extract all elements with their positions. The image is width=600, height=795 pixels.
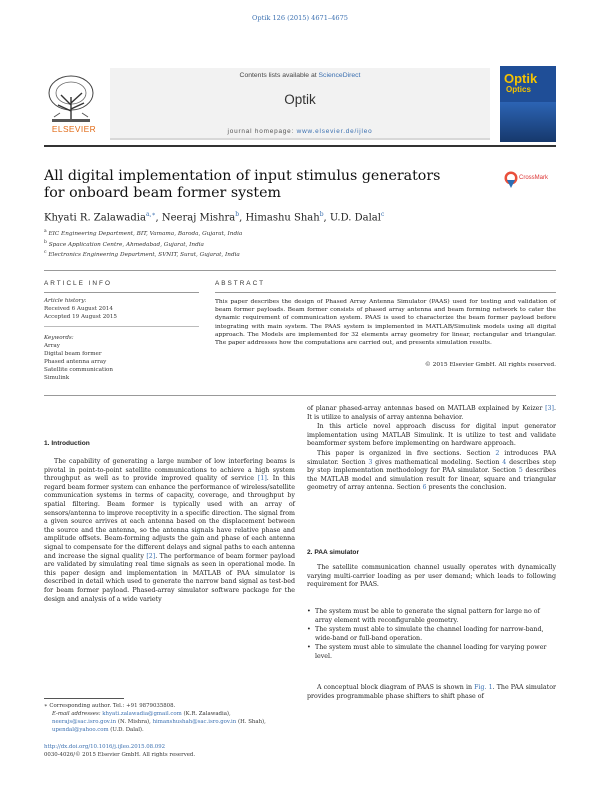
section-link[interactable]: 4 — [502, 458, 507, 466]
right-column-sec2-body — [307, 684, 556, 702]
journal-banner — [110, 68, 490, 140]
contents-availability: Contents lists available at ScienceDirect — [239, 72, 361, 79]
email-link[interactable]: khyati.zalawadia@gmail.com — [102, 711, 182, 717]
crossmark-label: CrossMark — [519, 175, 549, 181]
journal-header — [44, 66, 556, 142]
email-link[interactable]: himanshushah@sac.isro.gov.in — [152, 718, 237, 725]
section-heading-introduction: 1. Introduction — [44, 440, 90, 447]
citation-link[interactable]: [1] — [257, 475, 267, 483]
paragraph: This paper is organized in five sections. Section 2 introduces PAA simulator. Section 3 gives mathematical modeling. Section 4 describes step by step implementation methodology for PAA simulator. Section 5 describes the MATLAB model and simulation result for linear, square and triangular geometry of array antenna. Section 6 presents the conclusion. — [307, 449, 556, 492]
section-link[interactable]: 3 — [368, 458, 373, 466]
right-column-sec2-intro — [307, 564, 556, 591]
article-info-rule — [44, 292, 199, 293]
list-item: • The system must able to simulate the channel loading for narrow-band, wide-band or full-band operation. — [307, 626, 556, 643]
front-matter-divider — [44, 270, 556, 271]
list-item: • The system must be able to generate the signal pattern for large no of array element with reconfigurable geometry. — [307, 608, 556, 625]
citation-link[interactable]: [3] — [545, 405, 554, 412]
abstract-rule — [215, 292, 556, 293]
section-link[interactable]: 6 — [422, 484, 427, 492]
keywords-block — [44, 334, 199, 382]
crossmark-badge[interactable] — [504, 171, 564, 195]
doi-link[interactable]: http://dx.doi.org/10.1016/j.ijleo.2015.08.092 — [44, 744, 166, 750]
publisher-wordmark: ELSEVIER — [51, 124, 97, 134]
affiliation: $^b$ Space Application Centre, Ahmedabad, Gujarat, India — [44, 239, 204, 248]
crossmark-icon — [504, 171, 518, 189]
affiliation-list — [44, 228, 524, 260]
author-sup[interactable]: a,∗ — [145, 211, 156, 218]
section-link[interactable]: 2 — [495, 449, 500, 457]
keyword: Phased antenna array — [44, 359, 107, 365]
article-history — [44, 297, 199, 321]
author-sup[interactable]: b — [319, 211, 324, 218]
cover-title: Optik — [504, 71, 538, 86]
email-addresses: E-mail addresses: khyati.zalawadia@gmail.com (K.R. Zalawadia), neerajs@sac.isro.gov.in (N. Mishra), himanshushah@sac.isro.gov.in (H. Shah), upendal@yahoo.com (U.D. Dalal). — [52, 711, 266, 733]
author-name: Himashu Shah — [245, 212, 320, 224]
corresponding-author-note: ∗ Corresponding author. Tel.: +91 9879035808. — [44, 703, 176, 709]
received-date: Received 6 August 2014 — [44, 306, 113, 312]
author-name: U.D. Dalal — [329, 212, 381, 224]
journal-reference[interactable]: Optik 126 (2015) 4671–4675 — [251, 14, 349, 22]
sciencedirect-link[interactable]: ScienceDirect — [318, 72, 361, 79]
figure-link[interactable]: Fig. 1 — [474, 684, 493, 691]
right-column-top — [307, 405, 556, 494]
keyword: Simulink — [44, 375, 70, 381]
author-sup[interactable]: b — [235, 211, 240, 218]
list-item: • The system must able to simulate the channel loading for varying power level. — [307, 644, 556, 661]
citation-link[interactable]: [2] — [146, 552, 156, 560]
affiliation: $^a$ EIC Engineering Department, BIT, Vamama, Baroda, Gujarat, India — [44, 229, 243, 237]
article-info-heading: ARTICLE INFO — [44, 280, 112, 287]
paragraph: A conceptual block diagram of PAAS is shown in Fig. 1. The PAA simulator provides programmable phase shifters to shift phase of — [307, 684, 556, 700]
paragraph: of planar phased-array antennas based on MATLAB explained by Keizer [3]. It is utilize to analysis of array antenna behavior. — [307, 405, 556, 421]
footnote-rule — [44, 698, 124, 699]
author-name: Khyati R. Zalawadia — [44, 212, 146, 224]
keyword: Digital beam former — [44, 351, 102, 357]
left-column-body — [44, 458, 295, 605]
author-name: Neeraj Mishra — [161, 212, 236, 224]
keyword: Array — [44, 343, 60, 349]
abstract-heading: ABSTRACT — [215, 280, 266, 287]
author-sup[interactable]: c — [380, 211, 385, 218]
header-divider — [44, 145, 556, 147]
accepted-date: Accepted 19 August 2015 — [44, 314, 117, 320]
abstract-text: This paper describes the design of Phased Array Antenna Simulator (PAAS) used for testing and validation of beam former payloads. Beam former consists of phased array antenna and beam forming network to cater the dynamic requirement of communication system. PAAS is used to characterize the beam former payload before integrating with main system. The PAAS system is implemented in MATLAB/Simulink models using all digital approach. The Models are implemented for 32 elements array geometry for linear, rectangular and triangular. The paper addresses how the computations are carried out, and presents simulation results. — [215, 299, 556, 347]
paper-title: All digital implementation of input stimulus generators for onboard beam former system — [44, 168, 441, 201]
author-list: Khyati R. Zalawadia$^{a,∗}$, Neeraj Mishra$^b$, Himashu Shah$^b$, U.D. Dalal$^c$ — [44, 211, 385, 224]
keywords-label: Keywords: — [44, 335, 74, 341]
affiliation: $^c$ Electronics Engineering Department, SVNIT, Surat, Gujarat, India — [44, 250, 240, 259]
homepage-link[interactable]: www.elsevier.de/ijleo — [296, 128, 373, 135]
cover-subtitle: Optics — [506, 85, 531, 94]
section-heading-paa-simulator: 2. PAA simulator — [307, 549, 360, 556]
paragraph: The satellite communication channel usually operates with dynamically varying multi-carrier loading as per user demand; which leads to following requirement for PAAS. — [307, 564, 556, 589]
cover-artwork — [500, 102, 556, 142]
journal-name: Optik — [284, 92, 316, 107]
email-link[interactable]: upendal@yahoo.com — [52, 726, 109, 733]
paragraph: In this article novel approach discuss for digital input generator implementation using MATLAB Simulink. It is utilize to test and validate beamformer system before implementing on hardware approach. — [307, 423, 556, 448]
journal-homepage: journal homepage: www.elsevier.de/ijleo — [227, 128, 373, 135]
history-label: Article history: — [44, 298, 87, 304]
section-link[interactable]: 5 — [518, 467, 523, 475]
requirements-list — [307, 608, 556, 663]
journal-cover-thumbnail — [500, 66, 556, 142]
paragraph: The capability of generating a large number of low interfering beams is pivotal in point-to-point satellite communications to achieve a high system throughput as well as to provide improved quality of service [1]. In this regard beam former system can enhance the performance of wireless/satellite communication systems in terms of capacity, coverage, and throughput by spatial filtering. Beam former is typically used with an array of sensors/antenna to improve receptivity in a specific direction. The signal from a given source arrives at each antenna based on the displacement between the source and the antenna, so the antenna signals have relative phase and amplitude offsets. Beam-forming adjusts the gain and phase of each antenna signal to compensate for the different delays and signal paths to each antenna and increase the signal quality [2]. The performance of beam former payload are validated by simulating real time signals as seen in operational mode. In this paper design and implementation in MATLAB of PAA simulator is described in detail which used to generate the narrow band signal as test-bed for beam former payload. Phased-array simulator software package for the design and analysis of a wide variety — [44, 458, 295, 603]
abstract-copyright: © 2015 Elsevier GmbH. All rights reserved. — [424, 362, 556, 368]
issn-copyright: 0030-4026/© 2015 Elsevier GmbH. All rights reserved. — [44, 752, 196, 758]
keyword: Satellite communication — [44, 367, 114, 373]
history-keywords-rule — [44, 326, 199, 327]
abstract-divider — [44, 395, 556, 396]
email-link[interactable]: neerajs@sac.isro.gov.in — [52, 718, 117, 725]
